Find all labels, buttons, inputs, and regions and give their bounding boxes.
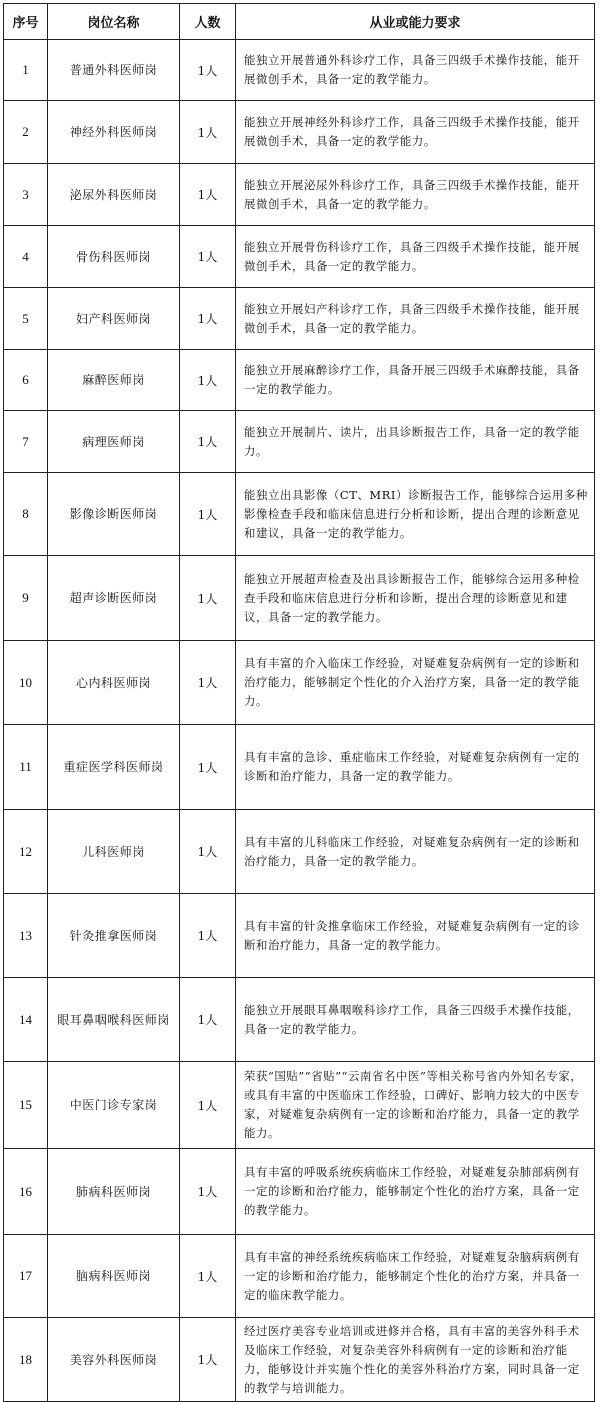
position-count: 1人 [180,894,236,978]
row-number: 4 [4,226,48,288]
row-number: 13 [4,894,48,978]
position-requirement: 经过医疗美容专业培训或进修并合格，具有丰富的美容外科手术及临床工作经验，对复杂美容外科病例有一定的诊断和治疗能力，能够设计并实施个性化的美容外科治疗方案，同时具备一定的教学与培训能力。 [236,1318,595,1402]
table-row [4,1149,595,1235]
row-number: 18 [4,1318,48,1402]
row-number: 10 [4,641,48,725]
row-number: 8 [4,473,48,556]
header-count: 人数 [180,4,236,40]
row-number: 1 [4,40,48,101]
position-name: 影像诊断医师岗 [48,473,180,556]
table-row [4,40,595,101]
position-requirement: 能独立开展超声检查及出具诊断报告工作，能够综合运用多种检查手段和临床信息进行分析和诊断，提出合理的诊断意见和建议，具备一定的教学能力。 [236,556,595,641]
position-requirement: 具有丰富的急诊、重症临床工作经验，对疑难复杂病例有一定的诊断和治疗能力，具备一定的教学能力。 [236,725,595,810]
position-count: 1人 [180,411,236,473]
position-count: 1人 [180,1235,236,1318]
row-number: 11 [4,725,48,810]
row-number: 15 [4,1062,48,1149]
table-row [4,810,595,894]
position-count: 1人 [180,556,236,641]
position-name: 普通外科医师岗 [48,40,180,101]
position-requirement: 能独立出具影像（CT、MRI）诊断报告工作，能够综合运用多种影像检查手段和临床信息进行分析和诊断，提出合理的诊断意见和建议，具备一定的教学能力。 [236,473,595,556]
row-number: 9 [4,556,48,641]
position-count: 1人 [180,641,236,725]
table-row [4,725,595,810]
position-name: 病理医师岗 [48,411,180,473]
position-name: 中医门诊专家岗 [48,1062,180,1149]
table-row [4,1062,595,1149]
header-requirement: 从业或能力要求 [236,4,595,40]
position-count: 1人 [180,978,236,1062]
position-requirement: 荣获“国贴”“省贴”“云南省名中医”等相关称号省内外知名专家，或具有丰富的中医临床工作经验，口碑好、影响力较大的中医专家，对疑难复杂病例有一定的诊断和治疗能力，具备一定的教学能力。 [236,1062,595,1149]
position-name: 心内科医师岗 [48,641,180,725]
position-count: 1人 [180,40,236,101]
position-name: 妇产科医师岗 [48,288,180,350]
row-number: 14 [4,978,48,1062]
position-name: 重症医学科医师岗 [48,725,180,810]
table-row [4,226,595,288]
position-name: 肺病科医师岗 [48,1149,180,1235]
position-name: 儿科医师岗 [48,810,180,894]
row-number: 3 [4,164,48,226]
table-row [4,894,595,978]
position-count: 1人 [180,1318,236,1402]
position-count: 1人 [180,226,236,288]
table-row [4,101,595,164]
position-requirement: 能独立开展麻醉诊疗工作，具备开展三四级手术麻醉技能，具备一定的教学能力。 [236,350,595,411]
position-name: 眼耳鼻咽喉科医师岗 [48,978,180,1062]
position-count: 1人 [180,101,236,164]
row-number: 2 [4,101,48,164]
table-row [4,473,595,556]
table-row [4,350,595,411]
table-row [4,556,595,641]
position-requirement: 能独立开展泌尿外科诊疗工作，具备三四级手术操作技能，能开展微创手术，具备一定的教学能力。 [236,164,595,226]
position-requirement: 能独立开展妇产科诊疗工作，具备三四级手术操作技能，能开展微创手术，具备一定的教学能力。 [236,288,595,350]
row-number: 16 [4,1149,48,1235]
table-row [4,411,595,473]
header-position: 岗位名称 [48,4,180,40]
position-requirement: 能独立开展骨伤科诊疗工作，具备三四级手术操作技能，能开展微创手术，具备一定的教学能力。 [236,226,595,288]
position-count: 1人 [180,725,236,810]
position-requirement: 具有丰富的呼吸系统疾病临床工作经验，对疑难复杂肺部病例有一定的诊断和治疗能力，能够制定个性化的治疗方案，具备一定的教学能力。 [236,1149,595,1235]
position-name: 麻醉医师岗 [48,350,180,411]
position-name: 美容外科医师岗 [48,1318,180,1402]
position-count: 1人 [180,164,236,226]
position-name: 针灸推拿医师岗 [48,894,180,978]
row-number: 6 [4,350,48,411]
position-name: 超声诊断医师岗 [48,556,180,641]
position-requirement: 能独立开展眼耳鼻咽喉科诊疗工作，具备三四级手术操作技能，具备一定的教学能力。 [236,978,595,1062]
position-count: 1人 [180,473,236,556]
table-row [4,1235,595,1318]
position-count: 1人 [180,1062,236,1149]
position-requirement: 具有丰富的神经系统疾病临床工作经验，对疑难复杂脑病病例有一定的诊断和治疗能力，能够制定个性化的治疗方案，并具备一定的临床教学能力。 [236,1235,595,1318]
position-name: 骨伤科医师岗 [48,226,180,288]
position-requirement: 能独立开展普通外科诊疗工作，具备三四级手术操作技能，能开展微创手术，具备一定的教学能力。 [236,40,595,101]
position-requirement: 能独立开展制片、读片，出具诊断报告工作，具备一定的教学能力。 [236,411,595,473]
row-number: 17 [4,1235,48,1318]
position-requirement: 具有丰富的针灸推拿临床工作经验，对疑难复杂病例有一定的诊断和治疗能力，具备一定的教学能力。 [236,894,595,978]
position-count: 1人 [180,810,236,894]
row-number: 7 [4,411,48,473]
row-number: 5 [4,288,48,350]
position-name: 神经外科医师岗 [48,101,180,164]
header-row [4,4,595,40]
positions-table [3,3,595,1402]
position-count: 1人 [180,350,236,411]
row-number: 12 [4,810,48,894]
table-row [4,641,595,725]
position-name: 脑病科医师岗 [48,1235,180,1318]
header-no: 序号 [4,4,48,40]
position-requirement: 具有丰富的儿科临床工作经验，对疑难复杂病例有一定的诊断和治疗能力，具备一定的教学能力。 [236,810,595,894]
position-requirement: 能独立开展神经外科诊疗工作，具备三四级手术操作技能，能开展微创手术，具备一定的教学能力。 [236,101,595,164]
table-row [4,288,595,350]
position-count: 1人 [180,1149,236,1235]
position-count: 1人 [180,288,236,350]
table-row [4,978,595,1062]
position-requirement: 具有丰富的介入临床工作经验，对疑难复杂病例有一定的诊断和治疗能力，能够制定个性化的介入治疗方案，具备一定的教学能力。 [236,641,595,725]
position-name: 泌尿外科医师岗 [48,164,180,226]
table-row [4,1318,595,1402]
table-row [4,164,595,226]
